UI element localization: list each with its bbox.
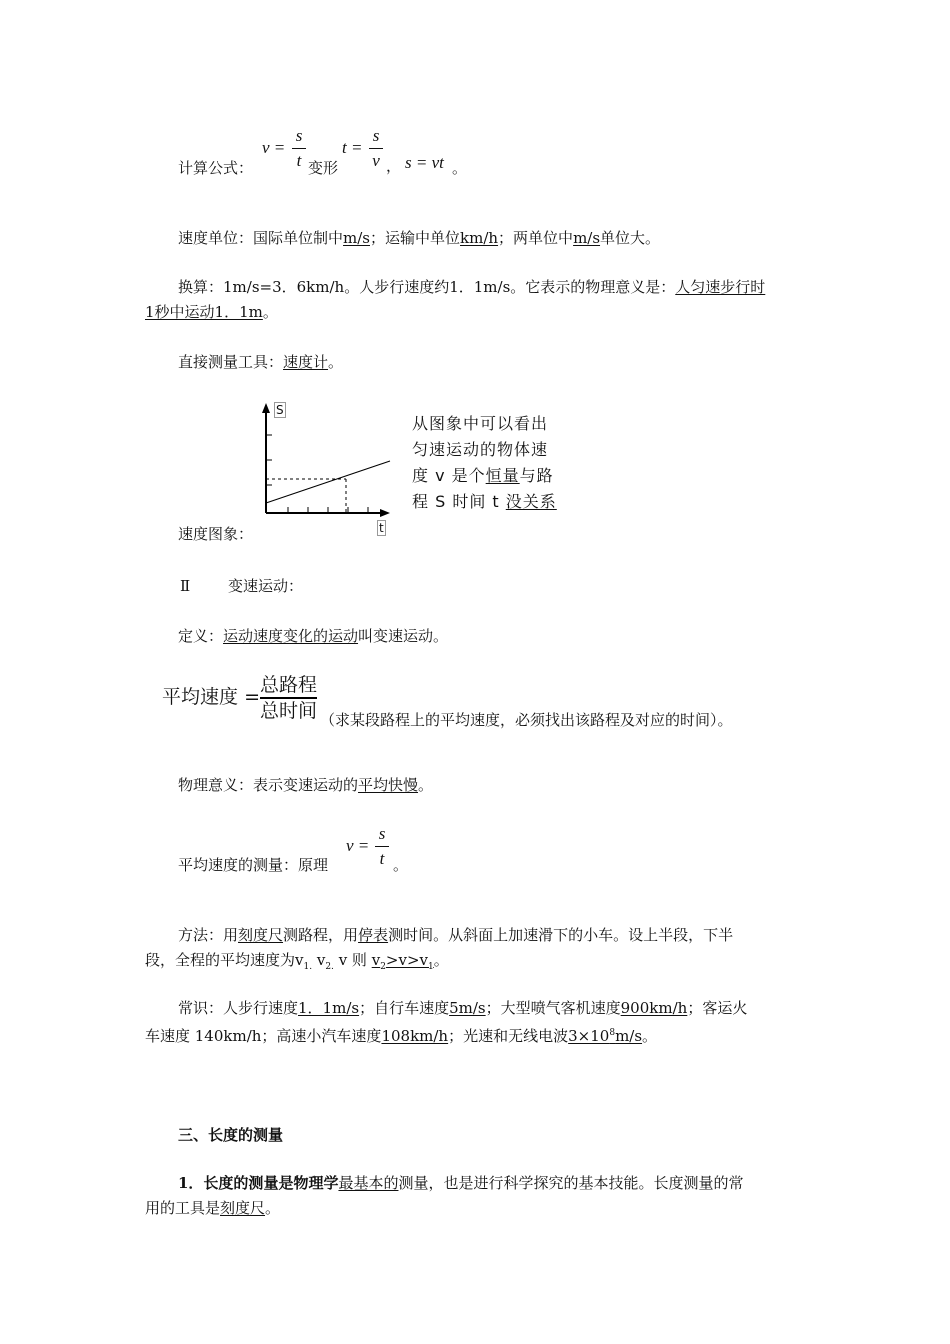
section-3-title: 三、长度的测量 [178,1126,284,1144]
conversion-line-2: 1秒中运动1．1m。 [145,303,278,321]
average-speed-note: （求某段路程上的平均速度，必须找出该路程及对应的时间）。 [320,711,733,729]
meaning-line: 物理意义：表示变速运动的平均快慢。 [178,776,434,794]
length-line-1: 1．长度的测量是物理学最基本的测量，也是进行科学探究的基本技能。长度测量的常 [178,1174,744,1192]
method-line-2: 段，全程的平均速度为$v_{1.}$ $v_{2.}$ v 则 $v_2>v>v_1$。 [145,951,449,972]
method-line-1: 方法：用刻度尺测路程，用停表测时间。从斜面上加速滑下的小车。设上半段，下半 [178,926,734,944]
section-title-variable-motion: 变速运动： [228,577,304,595]
measure-fraction-s-over-t: s t [375,824,389,869]
common-line-2: 车速度 140km/h；高速小汽车速度108km/h；光速和无线电波$3\times 10^8m/s$。 [145,1027,658,1045]
definition-line: 定义：运动速度变化的运动叫变速运动。 [178,627,449,645]
formula-label: 计算公式： [178,159,254,177]
tool-line: 直接测量工具：速度计。 [178,353,344,371]
units-line: 速度单位：国际单位制中m/s；运输中单位km/h；两单位中m/s单位大。 [178,229,661,247]
axis-label-s: S [276,403,284,417]
length-line-2: 用的工具是刻度尺。 [145,1199,281,1217]
formula-fraction-s-over-t: s t [292,126,306,171]
graph-note: 从图象中可以看出 匀速运动的物体速 度 v 是个恒量与路 程 S 时间 t 没关系 [412,414,557,511]
formula-comma: ， [386,157,402,175]
formula-end: 。 [452,159,468,177]
graph-label: 速度图象： [178,525,254,543]
unit-ms: m/s [343,229,370,247]
section-number: Ⅱ [180,577,191,595]
formula-transform-label: 变形 [308,159,339,177]
formula-s-eq-vt: s = vt [405,153,444,172]
measure-label: 平均速度的测量：原理 [178,856,329,874]
measure-end: 。 [393,856,409,874]
formula-t: t = [342,138,363,157]
average-speed-fraction: 总路程 总时间 [260,674,318,722]
formula-fraction-s-over-v: s v [369,126,383,171]
unit-kmh: km/h [460,229,499,247]
unit-ms-2: m/s [573,229,601,247]
measure-v: v = [346,836,370,855]
conversion-line-1: 换算：1m/s=3．6km/h。人步行速度约1．1m/s。它表示的物理意义是：人匀速步行时 [178,278,766,296]
common-line-1: 常识：人步行速度1．1m/s；自行车速度5m/s；大型喷气客机速度900km/h；客运火 [178,999,748,1017]
formula-v: v = [262,138,286,157]
average-speed-lhs: 平均速度 = [162,686,260,708]
axis-label-t: t [379,521,384,535]
